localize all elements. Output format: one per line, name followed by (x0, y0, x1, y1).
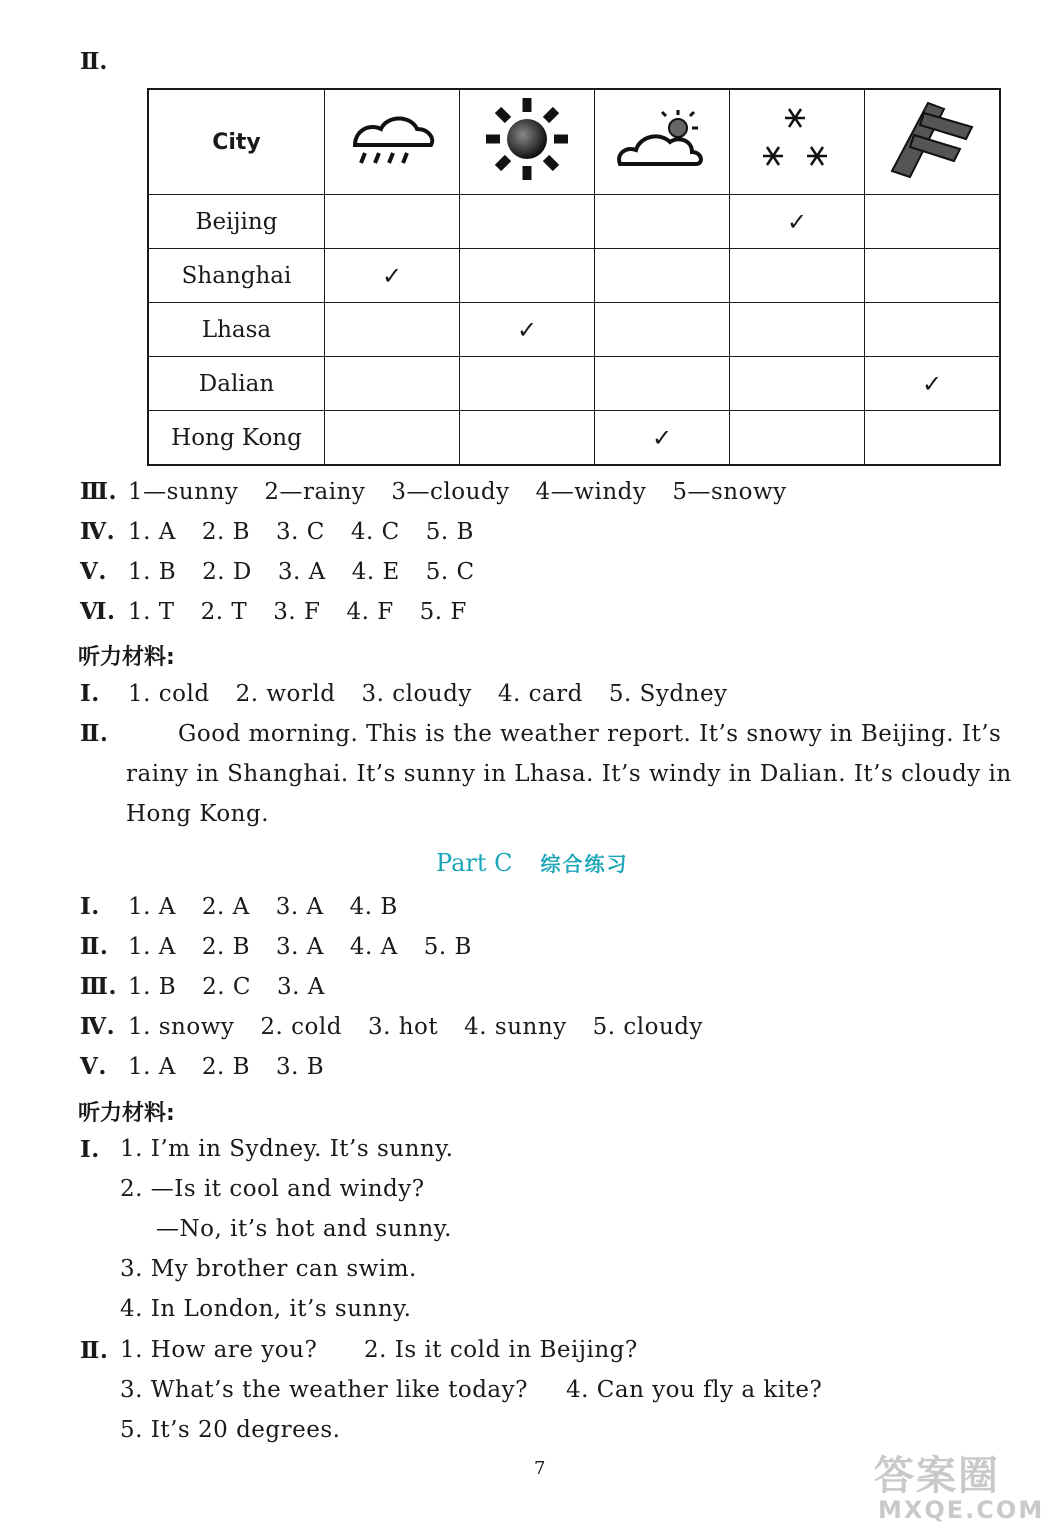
weather-cell (325, 303, 460, 357)
answer-item: 5. cloudy (592, 1014, 704, 1040)
weather-cell (460, 303, 595, 357)
answer-item: 3. A (276, 934, 324, 960)
answer-item: 4. A (349, 934, 398, 960)
watermark-logo: 答案圈 (874, 1453, 1000, 1499)
city-cell: Beijing (148, 195, 325, 249)
answer-item: 2. B (201, 1054, 251, 1080)
city-cell: Lhasa (148, 303, 325, 357)
city-cell: Dalian (148, 357, 325, 411)
section-label: Ⅳ. (80, 518, 116, 545)
answer-item: 2. B (201, 519, 251, 545)
listening-c-ii-line: 5. It’s 20 degrees. (120, 1417, 341, 1443)
listening-c-i-line: 1. I’m in Sydney. It’s sunny. (120, 1136, 454, 1162)
answers-b-line (80, 598, 493, 625)
weather-cell (325, 357, 460, 411)
weather-cell (460, 357, 595, 411)
answer-item: 2. B (201, 934, 251, 960)
listening-c-ii-line: 3. What’s the weather like today? (120, 1377, 528, 1403)
listening-b-ii-line3: Hong Kong. (126, 801, 270, 827)
answer-item: 4—windy (535, 479, 647, 505)
header-cloudy (595, 89, 730, 195)
check-mark: ✓ (651, 423, 673, 452)
table-row (148, 411, 1000, 466)
answer-item: 5—snowy (672, 479, 787, 505)
answer-item: 1. T (128, 599, 175, 625)
listening-c-ii-label: Ⅱ. (80, 1337, 109, 1364)
watermark-url: MXQE.COM (878, 1496, 1045, 1524)
answer-item: 2. C (202, 974, 252, 1000)
answers-c-line (80, 933, 498, 960)
weather-cell (730, 411, 865, 466)
weather-cell (730, 195, 865, 249)
header-sunny (460, 89, 595, 195)
answer-item: 3. B (276, 1054, 325, 1080)
weather-cell (595, 303, 730, 357)
listening-item: 3. cloudy (361, 681, 472, 707)
listening-heading-c: 听力材料: (78, 1101, 175, 1126)
listening-item: 1. cold (128, 681, 210, 707)
check-mark: ✓ (786, 207, 808, 236)
listening-c-ii-line: 4. Can you fly a kite? (566, 1377, 823, 1403)
answer-item: 1. B (128, 974, 177, 1000)
page-number: 7 (534, 1458, 546, 1479)
table-row (148, 249, 1000, 303)
answers-c-line (80, 1053, 350, 1080)
section-ii-label: Ⅱ. (80, 48, 108, 75)
answer-item: 1. A (128, 519, 176, 545)
answer-item: 3. A (275, 894, 324, 920)
listening-item: 5. Sydney (608, 681, 728, 707)
section-label: Ⅲ. (80, 973, 118, 1000)
weather-cell (865, 249, 1001, 303)
answers-c-line (80, 893, 424, 920)
weather-cell (865, 357, 1001, 411)
part-c-title: Part C (436, 849, 513, 877)
section-label: Ⅲ. (80, 478, 118, 505)
listening-c-i-line: 4. In London, it’s sunny. (120, 1296, 412, 1322)
section-label: Ⅴ. (80, 1053, 107, 1080)
weather-cell (595, 357, 730, 411)
listening-b-ii-text1: Good morning. This is the weather report. It’s snowy in Beijing. It’s (178, 721, 1002, 747)
answer-item: 3. C (276, 519, 325, 545)
weather-cell (460, 249, 595, 303)
listening-c-i-label: Ⅰ. (80, 1136, 100, 1163)
header-city: City (148, 89, 325, 195)
section-label: Ⅱ. (80, 933, 109, 960)
answer-item: 5. B (423, 934, 472, 960)
table-header-row (148, 89, 1000, 195)
city-cell: Hong Kong (148, 411, 325, 466)
answer-item: 4. B (349, 894, 398, 920)
answer-item: 1. snowy (128, 1014, 235, 1040)
part-c-heading (436, 848, 629, 877)
answers-b-line (80, 558, 501, 585)
answers-c-line (80, 973, 351, 1000)
answer-item: 3. A (277, 974, 325, 1000)
weather-table (147, 88, 1001, 466)
answers-b-line (80, 478, 813, 505)
weather-cell (325, 195, 460, 249)
snow-icon (755, 102, 839, 176)
answer-item: 3—cloudy (391, 479, 510, 505)
check-mark: ✓ (381, 261, 403, 290)
weather-cell (865, 195, 1001, 249)
listening-item: 4. card (497, 681, 583, 707)
part-c-subtitle: 综合练习 (540, 852, 629, 876)
listening-b-ii-line1: Ⅱ. Good morning. This is the weather report. It’s snowy in Beijing. It’s (80, 720, 1002, 747)
check-mark: ✓ (921, 369, 943, 398)
answer-item: 2. cold (260, 1014, 342, 1040)
weather-cell (730, 249, 865, 303)
section-label: Ⅴ. (80, 558, 107, 585)
rain-cloud-icon (347, 109, 437, 169)
weather-cell (595, 249, 730, 303)
weather-cell (460, 195, 595, 249)
listening-c-i-line: 2. —Is it cool and windy? (120, 1176, 425, 1202)
answer-item: 1. A (128, 1054, 176, 1080)
listening-c-i-line: 3. My brother can swim. (120, 1256, 417, 1282)
answer-item: 2—rainy (264, 479, 366, 505)
answer-item: 3. hot (367, 1014, 439, 1040)
weather-cell (325, 411, 460, 466)
answer-item: 3. F (273, 599, 321, 625)
listening-heading-b: 听力材料: (78, 645, 175, 670)
answer-item: 4. C (350, 519, 400, 545)
weather-cell (460, 411, 595, 466)
answer-item: 5. F (419, 599, 467, 625)
answer-item: 1—sunny (128, 479, 239, 505)
weather-cell (865, 303, 1001, 357)
answer-item: 2. T (200, 599, 248, 625)
answer-item: 5. C (425, 559, 475, 585)
answer-item: 1. B (128, 559, 177, 585)
answer-item: 5. B (425, 519, 474, 545)
sun-icon (482, 96, 572, 182)
listening-item: 2. world (235, 681, 336, 707)
answers-c-line (80, 1013, 729, 1040)
weather-cell (595, 411, 730, 466)
answer-item: 1. A (128, 894, 176, 920)
answer-item: 4. sunny (464, 1014, 567, 1040)
cloudy-icon (614, 106, 710, 172)
weather-cell (865, 411, 1001, 466)
answers-b-line (80, 518, 500, 545)
answer-item: 4. E (351, 559, 400, 585)
answer-item: 2. A (201, 894, 250, 920)
section-label: Ⅳ. (80, 1013, 116, 1040)
table-row (148, 303, 1000, 357)
listening-c-ii-line: 1. How are you? (120, 1337, 318, 1363)
table-row (148, 357, 1000, 411)
city-cell: Shanghai (148, 249, 325, 303)
header-windy (865, 89, 1001, 195)
answer-item: 3. A (277, 559, 326, 585)
listening-c-ii-line: 2. Is it cold in Beijing? (364, 1337, 638, 1363)
weather-cell (730, 303, 865, 357)
header-snowy (730, 89, 865, 195)
check-mark: ✓ (516, 315, 538, 344)
section-label: Ⅰ. (80, 893, 100, 920)
listening-c-i-line: —No, it’s hot and sunny. (156, 1216, 452, 1242)
answer-item: 1. A (128, 934, 176, 960)
answer-item: 4. F (346, 599, 394, 625)
section-label: Ⅵ. (80, 598, 116, 625)
wind-flag-icon (884, 99, 980, 179)
listening-b-ii-line2: rainy in Shanghai. It’s sunny in Lhasa. It’s windy in Dalian. It’s cloudy in (126, 761, 1012, 787)
listening-b-i: Ⅰ. 1. cold 2. world 3. cloudy 4. card 5. Sydney (80, 680, 728, 707)
weather-cell (325, 249, 460, 303)
table-row (148, 195, 1000, 249)
header-rainy (325, 89, 460, 195)
weather-cell (595, 195, 730, 249)
weather-cell (730, 357, 865, 411)
answer-item: 2. D (202, 559, 252, 585)
